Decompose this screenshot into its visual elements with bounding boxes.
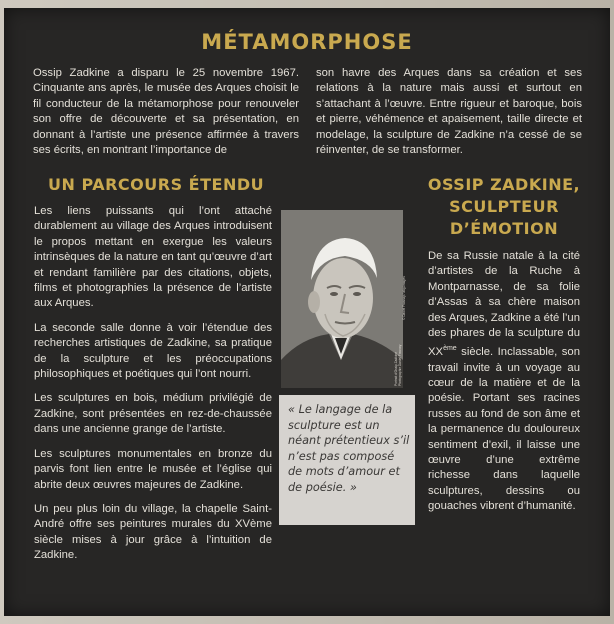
paragraph: Les sculptures en bois, médium privilégié de Zadkine, sont présentées en rez-de-chaussée dans une ancienne grange de l’artiste. — [34, 392, 272, 436]
paragraph: La seconde salle donne à voir l’étendue des recherches artistiques de Zadkine, sa pratique de la sculpture et les préoccupations philosophiques et poétiques qui l’ont nourri. — [34, 321, 272, 381]
section-heading-ossip — [424, 174, 584, 240]
superscript: ème — [443, 345, 457, 353]
paragraph: Les sculptures monumentales en bronze du parvis font lien entre le musée et l’église qui abrite deux œuvres majeures de Zadkine. — [34, 447, 272, 491]
paragraph: Un peu plus loin du village, la chapelle Saint-André offre ses peintures murales du XVème siècle mises à jour grâce à l’intuition de Zadkine. — [34, 502, 272, 562]
zadkine-portrait-photo — [281, 210, 403, 388]
quote-text: « Le langage de la sculpture est un néant prétentieux s’il n’est pas composé de mots d’amour et de poésie. » — [288, 403, 410, 494]
heading-line: D’ÉMOTION — [449, 219, 559, 238]
quote-box — [279, 395, 415, 525]
heading-line: SCULPTEUR — [449, 197, 559, 216]
ossip-text-start: De sa Russie natale à la cité d’artistes de la Ruche à Montparnasse, de sa folie d’Assas à sa chère maison des Arques, Zadkine a été l’un des phares de la sculpture du XX — [428, 250, 580, 359]
section-heading-parcours: UN PARCOURS ÉTENDU — [48, 175, 265, 194]
photo-credit: Portrait d’Ossip Zadkine — [394, 351, 398, 386]
intro-column-right: son havre des Arques dans sa création et ses relations à la nature mais aussi et surtout en s’attachant à l’œuvre. Entre rigueur et baroque, bois et pierre, véhémence et apaisement, taille directe et modelage, la sculpture de Zadkine n’a cessé de se réinventer, de se transformer. — [316, 67, 582, 157]
photo-credit: © Daniel Frasnay / akg-images — [402, 276, 406, 320]
panel-title: MÉTAMORPHOSE — [201, 30, 413, 54]
intro-column-left: Ossip Zadkine a disparu le 25 novembre 1967. Cinquante ans après, le musée des Arques choisit le fil conducteur de la métamorphose pour renouveler son offre de découverte et sa présentation, en donnant à l’artiste une présence affirmée à travers ses écrits, en montrant l’importance de — [33, 67, 299, 157]
ossip-text-end: siècle. Inclassable, son travail invite à un voyage au cœur de la matière et de la poésie. Portant ses racines russes au fond de son âme et la permanence du douloureux sentiment d’exil, il laisse une œuvre d’une extrême richesse dans laquelle sculptures, dessins ou gouaches vibrent d’humanité. — [428, 346, 580, 513]
paragraph: Les liens puissants qui l’ont attaché durablement au village des Arques introduisent le propos mettant en exergue les valeurs intrinsèques de la nature en tant qu’œuvre d’art et rendant familière par des citations, objets, films et photographies la présence de l’artiste aux Arques. — [34, 205, 272, 310]
parcours-text — [34, 204, 272, 573]
heading-line: OSSIP ZADKINE, — [427, 175, 581, 194]
ossip-text — [428, 249, 580, 515]
photo-credit: Photographie Daniel Frasnay — [398, 344, 402, 386]
